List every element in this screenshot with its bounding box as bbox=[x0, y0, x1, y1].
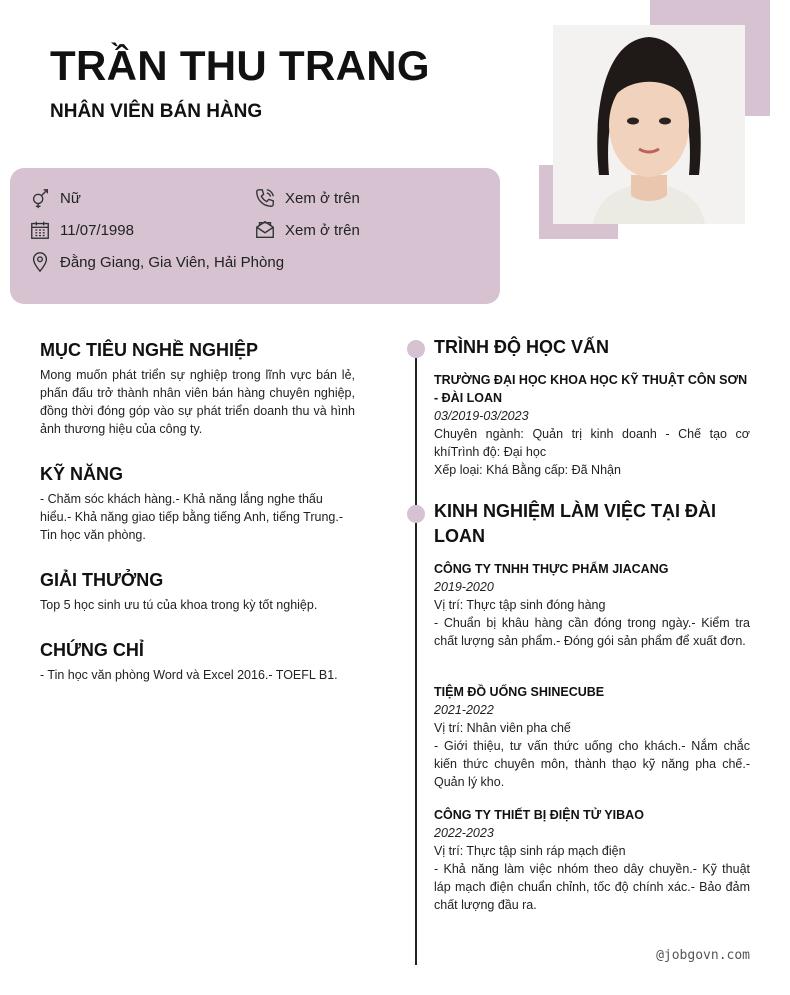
birthdate-item bbox=[29, 219, 134, 241]
location-icon bbox=[29, 251, 51, 273]
awards-text: Top 5 học sinh ưu tú của khoa trong kỳ tốt nghiệp. bbox=[40, 598, 318, 612]
candidate-name: TRẦN THU TRANG bbox=[50, 42, 430, 89]
job-period: 2021-2022 bbox=[434, 703, 494, 717]
skills-title: KỸ NĂNG bbox=[40, 464, 124, 484]
job-period: 2019-2020 bbox=[434, 580, 494, 594]
job-org: CÔNG TY THIẾT BỊ ĐIỆN TỬ YIBAO bbox=[434, 808, 644, 822]
education-entry bbox=[434, 371, 750, 479]
candidate-role: NHÂN VIÊN BÁN HÀNG bbox=[50, 101, 263, 122]
profile-photo bbox=[553, 25, 745, 224]
job-entry bbox=[434, 560, 750, 650]
phone-value: Xem ở trên bbox=[285, 189, 360, 207]
job-position: Vị trí: Thực tập sinh ráp mạch điện bbox=[434, 844, 626, 858]
email-item bbox=[254, 219, 360, 241]
certs-title: CHỨNG CHỈ bbox=[40, 640, 144, 660]
gender-item bbox=[29, 187, 81, 209]
mail-icon bbox=[254, 219, 276, 241]
timeline-line bbox=[415, 348, 417, 965]
education-grade: Xếp loại: Khá Bằng cấp: Đã Nhận bbox=[434, 463, 621, 477]
gender-value: Nữ bbox=[60, 189, 81, 207]
gender-icon bbox=[29, 187, 51, 209]
skills-text: - Chăm sóc khách hàng.- Khả năng lắng nghe thấu hiểu.- Khả năng giao tiếp bằng tiếng Anh, tiếng Trung.- Tin học văn phòng. bbox=[40, 492, 344, 542]
job-org: CÔNG TY TNHH THỰC PHẨM JIACANG bbox=[434, 562, 669, 576]
timeline-dot-education bbox=[407, 340, 425, 358]
job-desc: - Chuẩn bị khâu hàng cần đóng trong ngày.- Kiểm tra chất lượng sản phẩm.- Đóng gói sản phẩm để xuất đơn. bbox=[434, 616, 750, 648]
address-value: Đằng Giang, Gia Viên, Hải Phòng bbox=[60, 253, 285, 271]
job-entry bbox=[434, 806, 750, 914]
education-period: 03/2019-03/2023 bbox=[434, 409, 529, 423]
email-value: Xem ở trên bbox=[285, 221, 360, 239]
job-position: Vị trí: Nhân viên pha chế bbox=[434, 721, 571, 735]
job-period: 2022-2023 bbox=[434, 826, 494, 840]
timeline-dot-experience bbox=[407, 505, 425, 523]
education-title: TRÌNH ĐỘ HỌC VẤN bbox=[434, 337, 609, 357]
objective-title: MỤC TIÊU NGHỀ NGHIỆP bbox=[40, 340, 259, 360]
address-item bbox=[29, 251, 284, 273]
education-major: Chuyên ngành: Quản trị kinh doanh - Chế tạo cơ khíTrình độ: Đại học bbox=[434, 427, 750, 459]
school-name: TRƯỜNG ĐẠI HỌC KHOA HỌC KỸ THUẬT CÔN SƠN - ĐÀI LOAN bbox=[434, 373, 748, 405]
objective-text: Mong muốn phát triển sự nghiệp trong lĩnh vực bán lẻ, phấn đấu trở thành nhân viên bán hàng chuyên nghiệp, đồng thời đóng góp vào sự phát triển doanh thu và hình ảnh thương hiệu của công ty. bbox=[40, 368, 355, 436]
job-position: Vị trí: Thực tập sinh đóng hàng bbox=[434, 598, 606, 612]
job-entry bbox=[434, 683, 750, 791]
birthdate-value: 11/07/1998 bbox=[60, 221, 134, 239]
calendar-icon bbox=[29, 219, 51, 241]
phone-item bbox=[254, 187, 360, 209]
job-org: TIỆM ĐỒ UỐNG SHINECUBE bbox=[434, 685, 605, 699]
awards-title: GIẢI THƯỞNG bbox=[40, 570, 164, 590]
contact-info-box bbox=[10, 168, 500, 304]
job-desc: - Khả năng làm việc nhóm theo dây chuyền.- Kỹ thuật láp mạch điện chuẩn chỉnh, tốc độ chính xác.- Bảo đảm chất lượng đầu ra. bbox=[434, 862, 750, 912]
footer-watermark: @jobgovn.com bbox=[656, 948, 750, 963]
phone-icon bbox=[254, 187, 276, 209]
experience-title: KINH NGHIỆM LÀM VIỆC TẠI ĐÀI LOAN bbox=[434, 501, 716, 546]
certs-text: - Tin học văn phòng Word và Excel 2016.- TOEFL B1. bbox=[40, 668, 338, 682]
job-desc: - Giới thiệu, tư vấn thức uống cho khách.- Nắm chắc kiến thức chuyên môn, thành thạo kỹ năng pha chế.- Quản lý kho. bbox=[434, 739, 750, 789]
